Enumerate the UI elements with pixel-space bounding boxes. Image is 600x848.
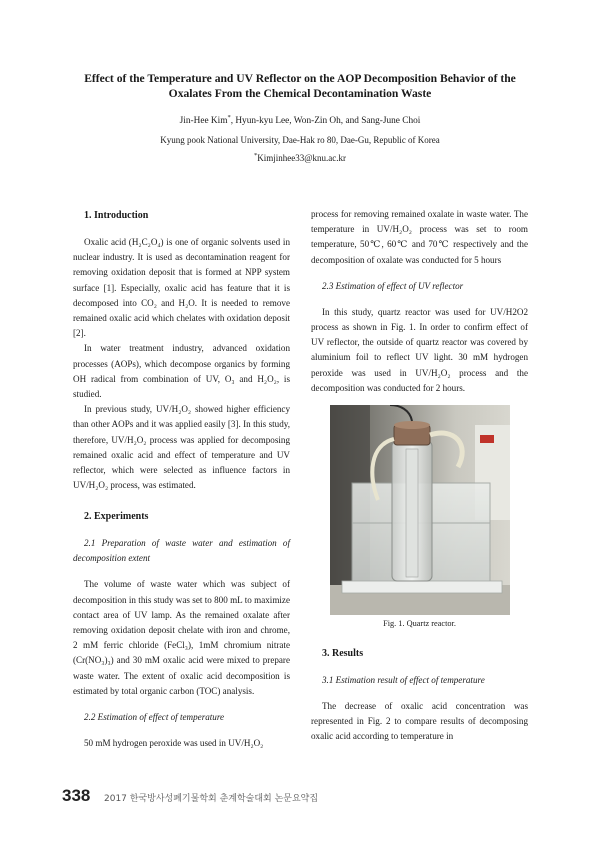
subsection-heading-3-1: 3.1 Estimation result of effect of temperature: [322, 675, 485, 686]
page-footer: [62, 786, 542, 810]
section-heading-experiments: 2. Experiments: [84, 511, 149, 523]
left-column: [73, 208, 290, 751]
uv-reflector-paragraph: In this study, quartz reactor was used for UV/H2O2 process as shown in Fig. 1. In order to confirm effect of UV reflector, the outside of quartz reactor was covered by aluminium foil to reflect UV light. 30 mM hydrogen peroxide was used in UV/H₂O₂ process and the decomposition was conducted for 2 hours.: [311, 306, 528, 393]
experiments-paragraph-1: The volume of waste water which was subject of decomposition in this study was set to 800 mL to maximize contact area of UV lamp. As the remained oxalate after removing oxidation deposit chelate with iron and chrome, 2 mM ferric chloride (FeCl₃), 1mM chromium nitrate (Cr(NO₃)₃) and 30 mM oxalic acid were mixed to prepare waste water. The extent of oxalic acid decomposition is estimated by total organic carbon (TOC) analysis.: [73, 579, 290, 696]
container-base: [342, 581, 502, 593]
quartz-reactor-photo: [330, 405, 510, 615]
author-email: [60, 153, 540, 163]
temperature-paragraph-continued: process for removing remained oxalate in waste water. The temperature in UV/H₂O₂ process was set to room temperature, 50℃, 60℃ and 70℃ respectively and the decomposition of oxalate was conducted for 5 hours: [311, 209, 528, 265]
intro-paragraph-1: Oxalic acid (H₂C₂O₄) is one of organic solvents used in nuclear industry. It is used as decontamination reagent for removing oxidation deposit that is formed at NPP system surface [1]. Especially, oxalic acid has feature that it is decomposed into CO₂ and H₂O. It is needed to remove remained oxalic acid which chelates with oxidation deposit [2].: [73, 237, 290, 339]
figure-caption: Fig. 1. Quartz reactor.: [383, 619, 456, 629]
affiliation: Kyung pook National University, Dae-Hak ro 80, Dae-Gu, Republic of Korea: [160, 135, 440, 145]
corresponding-mark: *: [227, 113, 231, 121]
other-authors: , Hyun-kyu Lee, Won-Zin Oh, and Sang-June Choi: [230, 116, 421, 126]
quartz-reactor-figure: [330, 405, 510, 615]
experiments-paragraph-2: 50 mM hydrogen peroxide was used in UV/H₂O₂: [84, 738, 264, 749]
subsection-heading-2-3: 2.3 Estimation of effect of UV reflector: [322, 280, 464, 291]
section-heading-results: 3. Results: [322, 648, 364, 660]
first-author: Jin-Hee Kim: [179, 116, 228, 126]
subsection-heading-2-2: 2.2 Estimation of effect of temperature: [84, 712, 225, 723]
title-line-1: Effect of the Temperature and UV Reflector on the AOP Decomposition Behavior of the: [84, 72, 516, 85]
email-mark: *: [253, 152, 258, 159]
right-column: [311, 207, 528, 745]
subsection-heading-2-1: 2.1 Preparation of waste water and estimation of decomposition extent: [73, 538, 290, 564]
author-list: [60, 113, 540, 126]
page-number: 338: [62, 786, 91, 805]
uv-lamp: [406, 449, 418, 577]
section-heading-introduction: 1. Introduction: [84, 210, 149, 221]
intro-paragraph-2: In water treatment industry, advanced oxidation processes (AOPs), which decompose organics by forming OH radical from combination of UV, O₃ and H₂O₂, is studied.: [73, 343, 290, 400]
results-paragraph-1: The decrease of oxalic acid concentration was represented in Fig. 2 to compare results of decomposing oxalic acid according to temperature in: [311, 701, 528, 742]
email-address: Kimjinhee33@knu.ac.kr: [257, 153, 346, 163]
proceedings-title: 2017 한국방사성폐기물학회 춘계학술대회 논문요약집: [104, 794, 319, 804]
title-line-2: Oxalates From the Chemical Decontamination Waste: [168, 87, 432, 100]
paper-title: [60, 71, 540, 101]
intro-paragraph-3: In previous study, UV/H₂O₂ showed higher efficiency than other AOPs and it was applied easily [3]. In this study, therefore, UV/H₂O₂ process was applied for decomposing remained oxalic acid and effect of temperature and UV reflector, which were selected as influence factors in UV/H₂O₂ process, was estimated.: [73, 404, 290, 491]
